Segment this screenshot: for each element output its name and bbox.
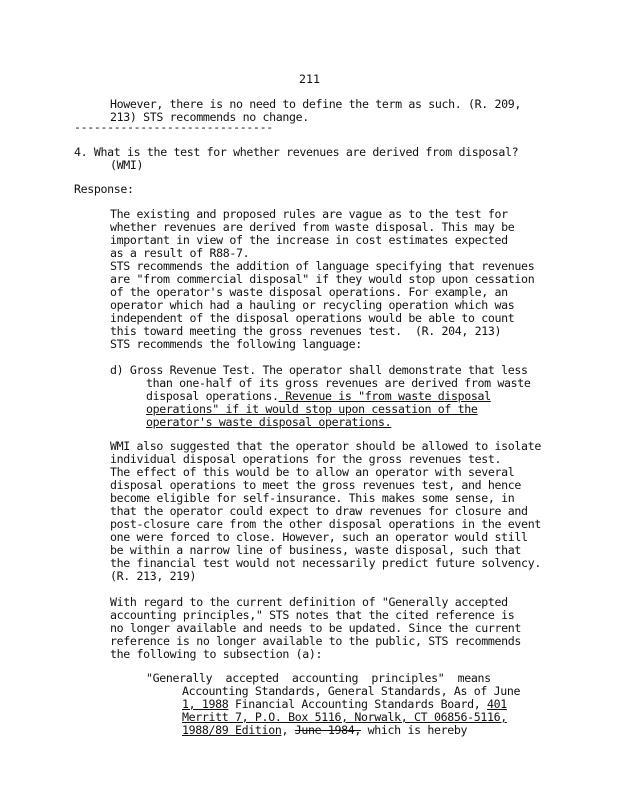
para3-line: the following to subsection (a): (110, 647, 323, 661)
para3-line: no longer available and needs to be updated. Since the current (110, 621, 522, 635)
para1-line: STS recommends the following language: (110, 337, 362, 351)
added-text: 1988/89 Edition (182, 723, 282, 737)
para2-line: WMI also suggested that the operator should be allowed to isolate (110, 439, 541, 453)
added-text-line: Merritt 7, P.O. Box 5116, Norwalk, CT 06856-5116, (182, 710, 507, 724)
para1-line: STS recommends the addition of language specifying that revenues (110, 259, 535, 273)
para2-line: (R. 213, 219) (110, 569, 197, 583)
question-line-1: 4. What is the test for whether revenues are derived from disposal? (74, 145, 519, 159)
gaap-line-1: "Generally accepted accounting principles" means (146, 671, 491, 685)
para1-line: of the operator's waste disposal operations. For example, an (110, 285, 508, 299)
gaap-text: Financial Accounting Standards Board, (228, 697, 487, 711)
para1-line: operator which had a hauling or recycling operation which was (110, 298, 515, 312)
intro-line-1: However, there is no need to define the term as such. (R. 209, (110, 97, 522, 111)
rule-d-line-1: d) Gross Revenue Test. The operator shall demonstrate that less (110, 363, 528, 377)
gaap-line-5 (182, 724, 467, 737)
added-text: 401 (487, 697, 507, 711)
added-text: 1, 1988 (182, 697, 229, 711)
gaap-line-2: Accounting Standards, General Standards, As of June (182, 684, 521, 698)
para2-line: that the operator could expect to draw revenues for closure and (110, 504, 528, 518)
para3-line: accounting principles," STS notes that the cited reference is (110, 608, 515, 622)
question-line-2: (WMI) (110, 158, 144, 172)
separator-rule: ------------------------------ (74, 120, 273, 134)
para1-line: The existing and proposed rules are vague as to the test for (110, 207, 508, 221)
response-label: Response: (74, 182, 134, 196)
para2-line: post-closure care from the other disposal operations in the event (110, 517, 541, 531)
para3-line: With regard to the current definition of "Generally accepted (110, 595, 508, 609)
para1-line: this toward meeting the gross revenues test. (R. 204, 213) (110, 324, 502, 338)
gaap-text: which is hereby (361, 723, 468, 737)
gaap-text: , (281, 723, 295, 737)
intro-line-2: 213) STS recommends no change. (110, 110, 309, 124)
para2-line: disposal operations to meet the gross revenues test, and hence (110, 478, 522, 492)
para1-line: independent of the disposal operations would be able to count (110, 311, 515, 325)
para1-line: as a result of R88-7. (110, 246, 250, 260)
rule-d-line-2: than one-half of its gross revenues are derived from waste (146, 376, 531, 390)
added-text-line: operations" if it would stop upon cessation of the (146, 402, 478, 416)
added-text-line: operator's waste disposal operations. (146, 415, 392, 429)
deleted-text: June 1984, (294, 723, 362, 737)
para1-line: whether revenues are derived from waste disposal. This may be (110, 220, 515, 234)
para2-line: become eligible for self-insurance. This makes some sense, in (110, 491, 515, 505)
rule-d-text: disposal operations. (146, 389, 279, 403)
para2-line: be within a narrow line of business, waste disposal, such that (110, 543, 522, 557)
para1-line: important in view of the increase in cost estimates expected (110, 233, 508, 247)
para2-line: individual disposal operations for the gross revenues test. (110, 452, 502, 466)
para1-line: are "from commercial disposal" if they would stop upon cessation (110, 272, 535, 286)
para2-line: one were forced to close. However, such an operator would still (110, 530, 528, 544)
para2-line: The effect of this would be to allow an operator with several (110, 465, 515, 479)
para3-line: reference is no longer available to the public, STS recommends (110, 634, 522, 648)
page-number: 211 (299, 72, 320, 86)
added-text: Revenue is "from waste disposal (278, 389, 491, 403)
para2-line: the financial test would not necessarily predict future solvency. (110, 556, 541, 570)
